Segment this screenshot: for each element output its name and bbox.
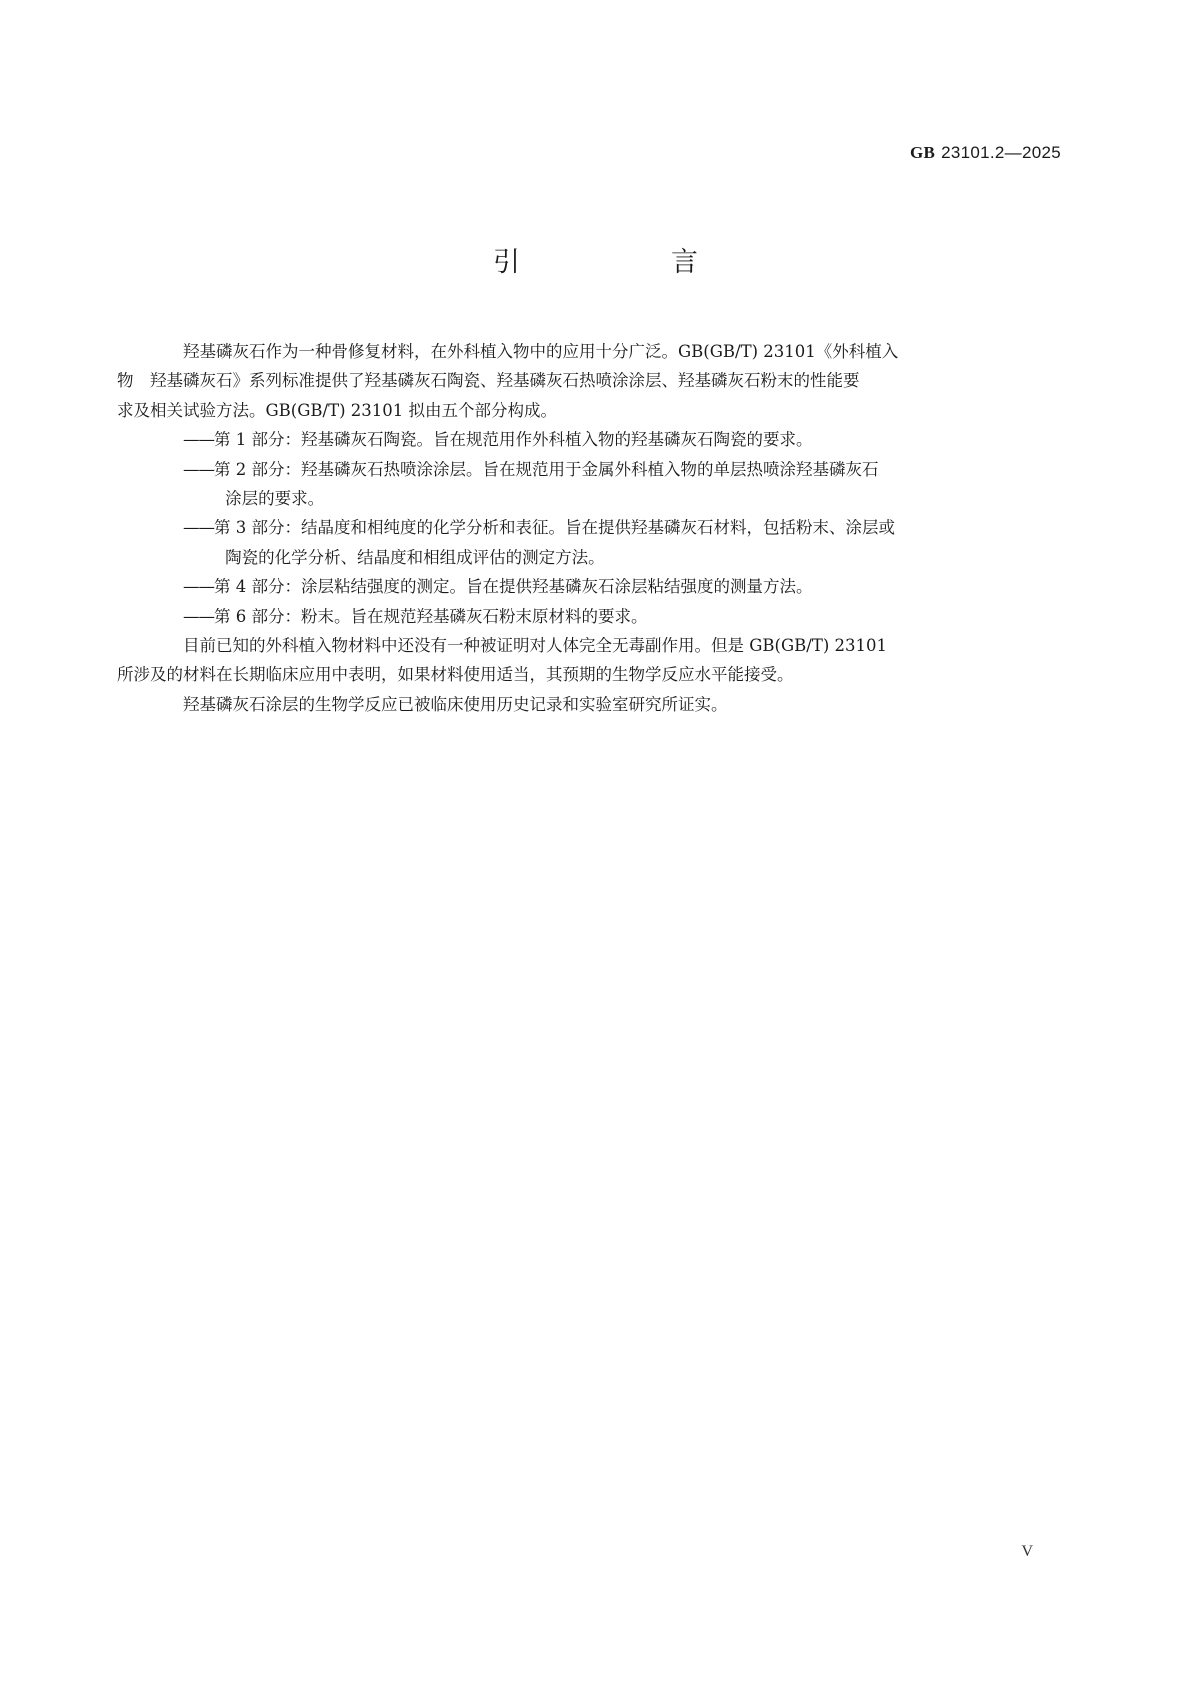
list-item-text: 第 3 部分：结晶度和相纯度的化学分析和表征。旨在提供羟基磷灰石材料，包括粉末、涂层或 bbox=[214, 518, 895, 538]
list-item-continuation: 涂层的要求。 bbox=[225, 489, 325, 509]
paragraph-text: 求及相关试验方法。GB(GB/T) 23101 拟由五个部分构成。 bbox=[117, 400, 558, 420]
list-item-continuation: 陶瓷的化学分析、结晶度和相组成评估的测定方法。 bbox=[225, 547, 605, 567]
paragraph-evidence bbox=[150, 690, 1062, 719]
document-body bbox=[117, 337, 1062, 719]
list-item-text: 第 1 部分：羟基磷灰石陶瓷。旨在规范用作外科植入物的羟基磷灰石陶瓷的要求。 bbox=[214, 430, 813, 450]
list-item bbox=[150, 455, 1062, 514]
list-item bbox=[150, 572, 1062, 601]
section-title: 引 言 bbox=[493, 247, 760, 278]
list-item bbox=[150, 602, 1062, 631]
list-item bbox=[150, 425, 1062, 454]
paragraph-intro bbox=[117, 337, 1062, 425]
list-dash: —— bbox=[183, 518, 214, 538]
paragraph-text: 羟基磷灰石涂层的生物学反应已被临床使用历史记录和实验室研究所证实。 bbox=[183, 694, 728, 714]
list-item-text: 第 4 部分：涂层粘结强度的测定。旨在提供羟基磷灰石涂层粘结强度的测量方法。 bbox=[214, 577, 813, 597]
standard-number bbox=[910, 143, 1061, 163]
standard-code: 23101.2—2025 bbox=[941, 143, 1061, 162]
list-dash: —— bbox=[183, 577, 214, 597]
list-dash: —— bbox=[183, 459, 214, 479]
paragraph-text: 所涉及的材料在长期临床应用中表明，如果材料使用适当，其预期的生物学反应水平能接受。 bbox=[117, 665, 794, 685]
list-item-text: 第 2 部分：羟基磷灰石热喷涂涂层。旨在规范用于金属外科植入物的单层热喷涂羟基磷灰石 bbox=[214, 459, 879, 479]
list-item bbox=[150, 513, 1062, 572]
list-item-text: 第 6 部分：粉末。旨在规范羟基磷灰石粉末原材料的要求。 bbox=[214, 606, 648, 626]
standard-prefix: GB bbox=[909, 143, 936, 162]
paragraph-text: 目前已知的外科植入物材料中还没有一种被证明对人体完全无毒副作用。但是 GB(GB/T) 23101 bbox=[183, 636, 888, 656]
paragraph-text: 物 羟基磷灰石》系列标准提供了羟基磷灰石陶瓷、羟基磷灰石热喷涂涂层、羟基磷灰石粉末的性能要 bbox=[117, 371, 860, 391]
paragraph-text: 羟基磷灰石作为一种骨修复材料，在外科植入物中的应用十分广泛。GB(GB/T) 23101《外科植入 bbox=[183, 342, 899, 361]
page-number: V bbox=[1021, 1543, 1033, 1560]
list-dash: —— bbox=[183, 430, 214, 450]
paragraph-safety bbox=[117, 631, 1062, 690]
list-dash: —— bbox=[183, 606, 214, 626]
